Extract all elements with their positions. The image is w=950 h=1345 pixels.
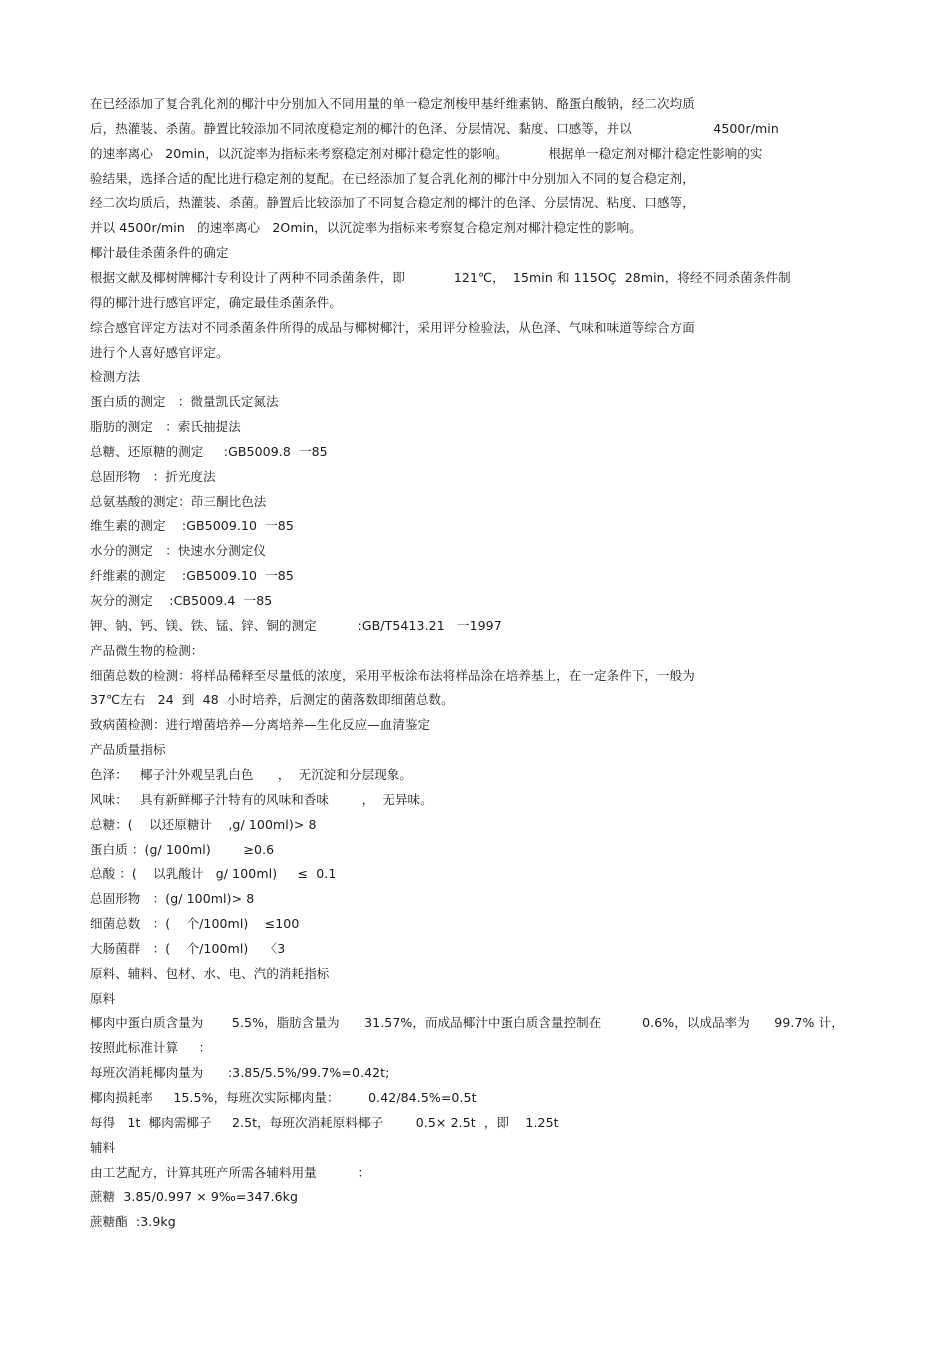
text-line: 维生素的测定 :GB5009.10 一85 xyxy=(90,518,294,534)
text-line: 辅料 xyxy=(90,1139,116,1155)
text-line: 经二次均质后，热灌装、杀菌。静置后比较添加了不同复合稳定剂的椰汁的色泽、分层情况、粘度、口感等， xyxy=(90,195,695,211)
text-line: 大肠菌群 ：( 个/100ml) 〈3 xyxy=(90,940,286,956)
text-line: 原料、辅料、包材、水、电、汽的消耗指标 xyxy=(90,965,330,981)
text-line: 产品质量指标 xyxy=(90,742,166,758)
text-line: 总糖、还原糖的测定 :GB5009.8 一85 xyxy=(90,443,328,459)
text-line: 按照此标准计算 ： xyxy=(90,1040,212,1056)
text-line: 风味： 具有新鲜椰子汁特有的风味和香味 ， 无异味。 xyxy=(90,791,433,807)
text-line: 总酸 ：( 以乳酸计 g/ 100ml) ≤ 0.1 xyxy=(90,866,337,882)
text-line: 椰肉损耗率 15.5%，每班次实际椰肉量： 0.42/84.5%=0.5t xyxy=(90,1090,477,1105)
text-line: 检测方法 xyxy=(90,369,141,385)
text-line: 根据文献及椰树牌椰汁专利设计了两种不同杀菌条件，即 121℃， 15min 和 115OÇ 28min，将经不同杀菌条件制 xyxy=(90,269,791,285)
text-line: 总糖：( 以还原糖计 ,g/ 100ml)> 8 xyxy=(90,816,317,832)
text-line: 色泽： 椰子汁外观呈乳白色 ， 无沉淀和分层现象。 xyxy=(90,766,413,782)
text-line: 蔗糖酯 :3.9kg xyxy=(90,1214,176,1230)
text-line: 37℃左右 24 到 48 小时培养，后测定的菌落数即细菌总数。 xyxy=(90,692,454,708)
text-line: 每班次消耗椰肉量为 :3.85/5.5%/99.7%=0.42t; xyxy=(90,1065,390,1081)
text-line: 验结果，选择合适的配比进行稳定剂的复配。在已经添加了复合乳化剂的椰汁中分别加入不同的复合稳定剂， xyxy=(90,170,695,186)
text-line: 在已经添加了复合乳化剂的椰汁中分别加入不同用量的单一稳定剂梭甲基纤维素钠、酪蛋白酸钠，经二次均质 xyxy=(90,96,695,111)
text-line: 灰分的测定 :CB5009.4 一85 xyxy=(90,593,273,608)
text-line: 椰汁最佳杀菌条件的确定 xyxy=(90,245,229,261)
text-line: 椰肉中蛋白质含量为 5.5%，脂肪含量为 31.57%，而成品椰汁中蛋白质含量控制在 0.6%，以成品率为 99.7% 计， xyxy=(90,1015,844,1031)
text-line: 细菌总数 ：( 个/100ml) ≤100 xyxy=(90,916,300,932)
text-line: 蛋白质的测定 ：微量凯氏定氮法 xyxy=(90,394,279,410)
text-line: 的速率离心 20min，以沉淀率为指标来考察稳定剂对椰汁稳定性的影响。 根据单一稳定剂对椰汁稳定性影响的实 xyxy=(90,145,763,161)
text-line: 总氨基酸的测定：茚三酮比色法 xyxy=(90,493,267,509)
text-line: 产品微生物的检测： xyxy=(90,642,204,658)
text-line: 原料 xyxy=(90,990,116,1006)
text-line: 并以 4500r/min 的速率离心 2Omin，以沉淀率为指标来考察复合稳定剂对椰汁稳定性的影响。 xyxy=(90,220,642,236)
text-line: 钾、钠、钙、镁、铁、锰、锌、铜的测定 :GB/T5413.21 一1997 xyxy=(90,617,502,633)
text-line: 进行个人喜好感官评定。 xyxy=(90,344,229,360)
text-line: 总固形物 ：(g/ 100ml)> 8 xyxy=(90,891,255,907)
text-line: 纤维素的测定 :GB5009.10 一85 xyxy=(90,568,294,584)
text-line: 脂肪的测定 ：索氏抽提法 xyxy=(90,419,241,435)
text-line: 蛋白质 ：(g/ 100ml) ≥0.6 xyxy=(90,841,275,857)
text-line: 后，热灌装、杀菌。静置比较添加不同浓度稳定剂的椰汁的色泽、分层情况、黏度、口感等，并以 4500r/min xyxy=(90,120,779,136)
text-line: 综合感官评定方法对不同杀菌条件所得的成品与椰树椰汁，采用评分检验法，从色泽、气味和味道等综合方面 xyxy=(90,319,695,335)
text-line: 致病菌检测：进行增菌培养—分离培养—生化反应—血清鉴定 xyxy=(90,717,431,733)
text-line: 总固形物 ：折光度法 xyxy=(90,468,216,484)
text-line: 每得 1t 椰肉需椰子 2.5t，每班次消耗原料椰子 0.5× 2.5t ，即 1.25t xyxy=(90,1114,559,1130)
text-line: 水分的测定 ：快速水分测定仪 xyxy=(90,543,267,559)
text-line: 得的椰汁进行感官评定，确定最佳杀菌条件。 xyxy=(90,294,343,310)
text-line: 蔗糖 3.85/0.997 × 9‰=347.6kg xyxy=(90,1189,299,1205)
text-line: 由工艺配方，计算其班产所需各辅料用量 ： xyxy=(90,1164,371,1180)
text-line: 细菌总数的检测：将样品稀释至尽量低的浓度，采用平板涂布法将样品涂在培养基上，在一定条件下，一般为 xyxy=(90,667,695,683)
